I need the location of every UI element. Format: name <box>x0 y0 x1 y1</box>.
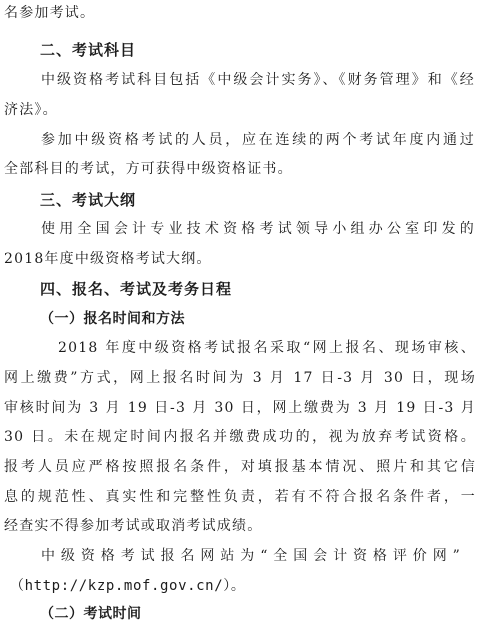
subsection-heading-registration-method: （一）报名时间和方法 <box>40 311 185 327</box>
paragraph-line: 息的规范性、真实性和完整性负责，若有不符合报名条件者，一 <box>4 489 476 505</box>
section-heading-registration-schedule: 四、报名、考试及考务日程 <box>40 280 233 298</box>
paragraph-line: 中级资格考试科目包括《中级会计实务》、《财务管理》和《经 <box>41 72 475 88</box>
paragraph-line: 经查实不得参加考试或取消考试成绩。 <box>4 518 263 534</box>
subsection-heading-exam-time: （二）考试时间 <box>40 606 142 622</box>
paragraph-line: 济法》。 <box>4 102 58 118</box>
paragraph-line: 2018 年度中级资格考试报名采取“网上报名、现场审核、 <box>58 340 476 356</box>
paragraph-line: 审核时间为 3 月 19 日-3 月 30 日，网上缴费为 3 月 19 日-3 月 <box>4 400 476 416</box>
website-url: （http://kzp.mof.gov.cn/）。 <box>10 578 246 594</box>
paragraph-line: 中级资格考试报名网站为“全国会计资格评价网” <box>41 548 461 564</box>
section-heading-exam-syllabus: 三、考试大纲 <box>40 191 137 209</box>
paragraph-line: 参加中级资格考试的人员，应在连续的两个考试年度内通过 <box>41 132 475 148</box>
paragraph-line: 全部科目的考试，方可获得中级资格证书。 <box>4 161 293 177</box>
continuation-line: 名参加考试。 <box>4 5 96 21</box>
paragraph-line: 网上缴费”方式，网上报名时间为 3 月 17 日-3 月 30 日，现场 <box>4 370 476 386</box>
paragraph-line: 使用全国会计专业技术资格考试领导小组办公室印发的 <box>41 221 475 237</box>
paragraph-line: 报考人员应严格按照报名条件，对填报基本情况、照片和其它信 <box>4 459 476 475</box>
paragraph-line: 2018年度中级资格考试大纲。 <box>4 251 212 267</box>
section-heading-exam-subjects: 二、考试科目 <box>40 41 137 59</box>
paragraph-line: 30 日。未在规定时间内报名并缴费成功的，视为放弃考试资格。 <box>4 429 476 445</box>
